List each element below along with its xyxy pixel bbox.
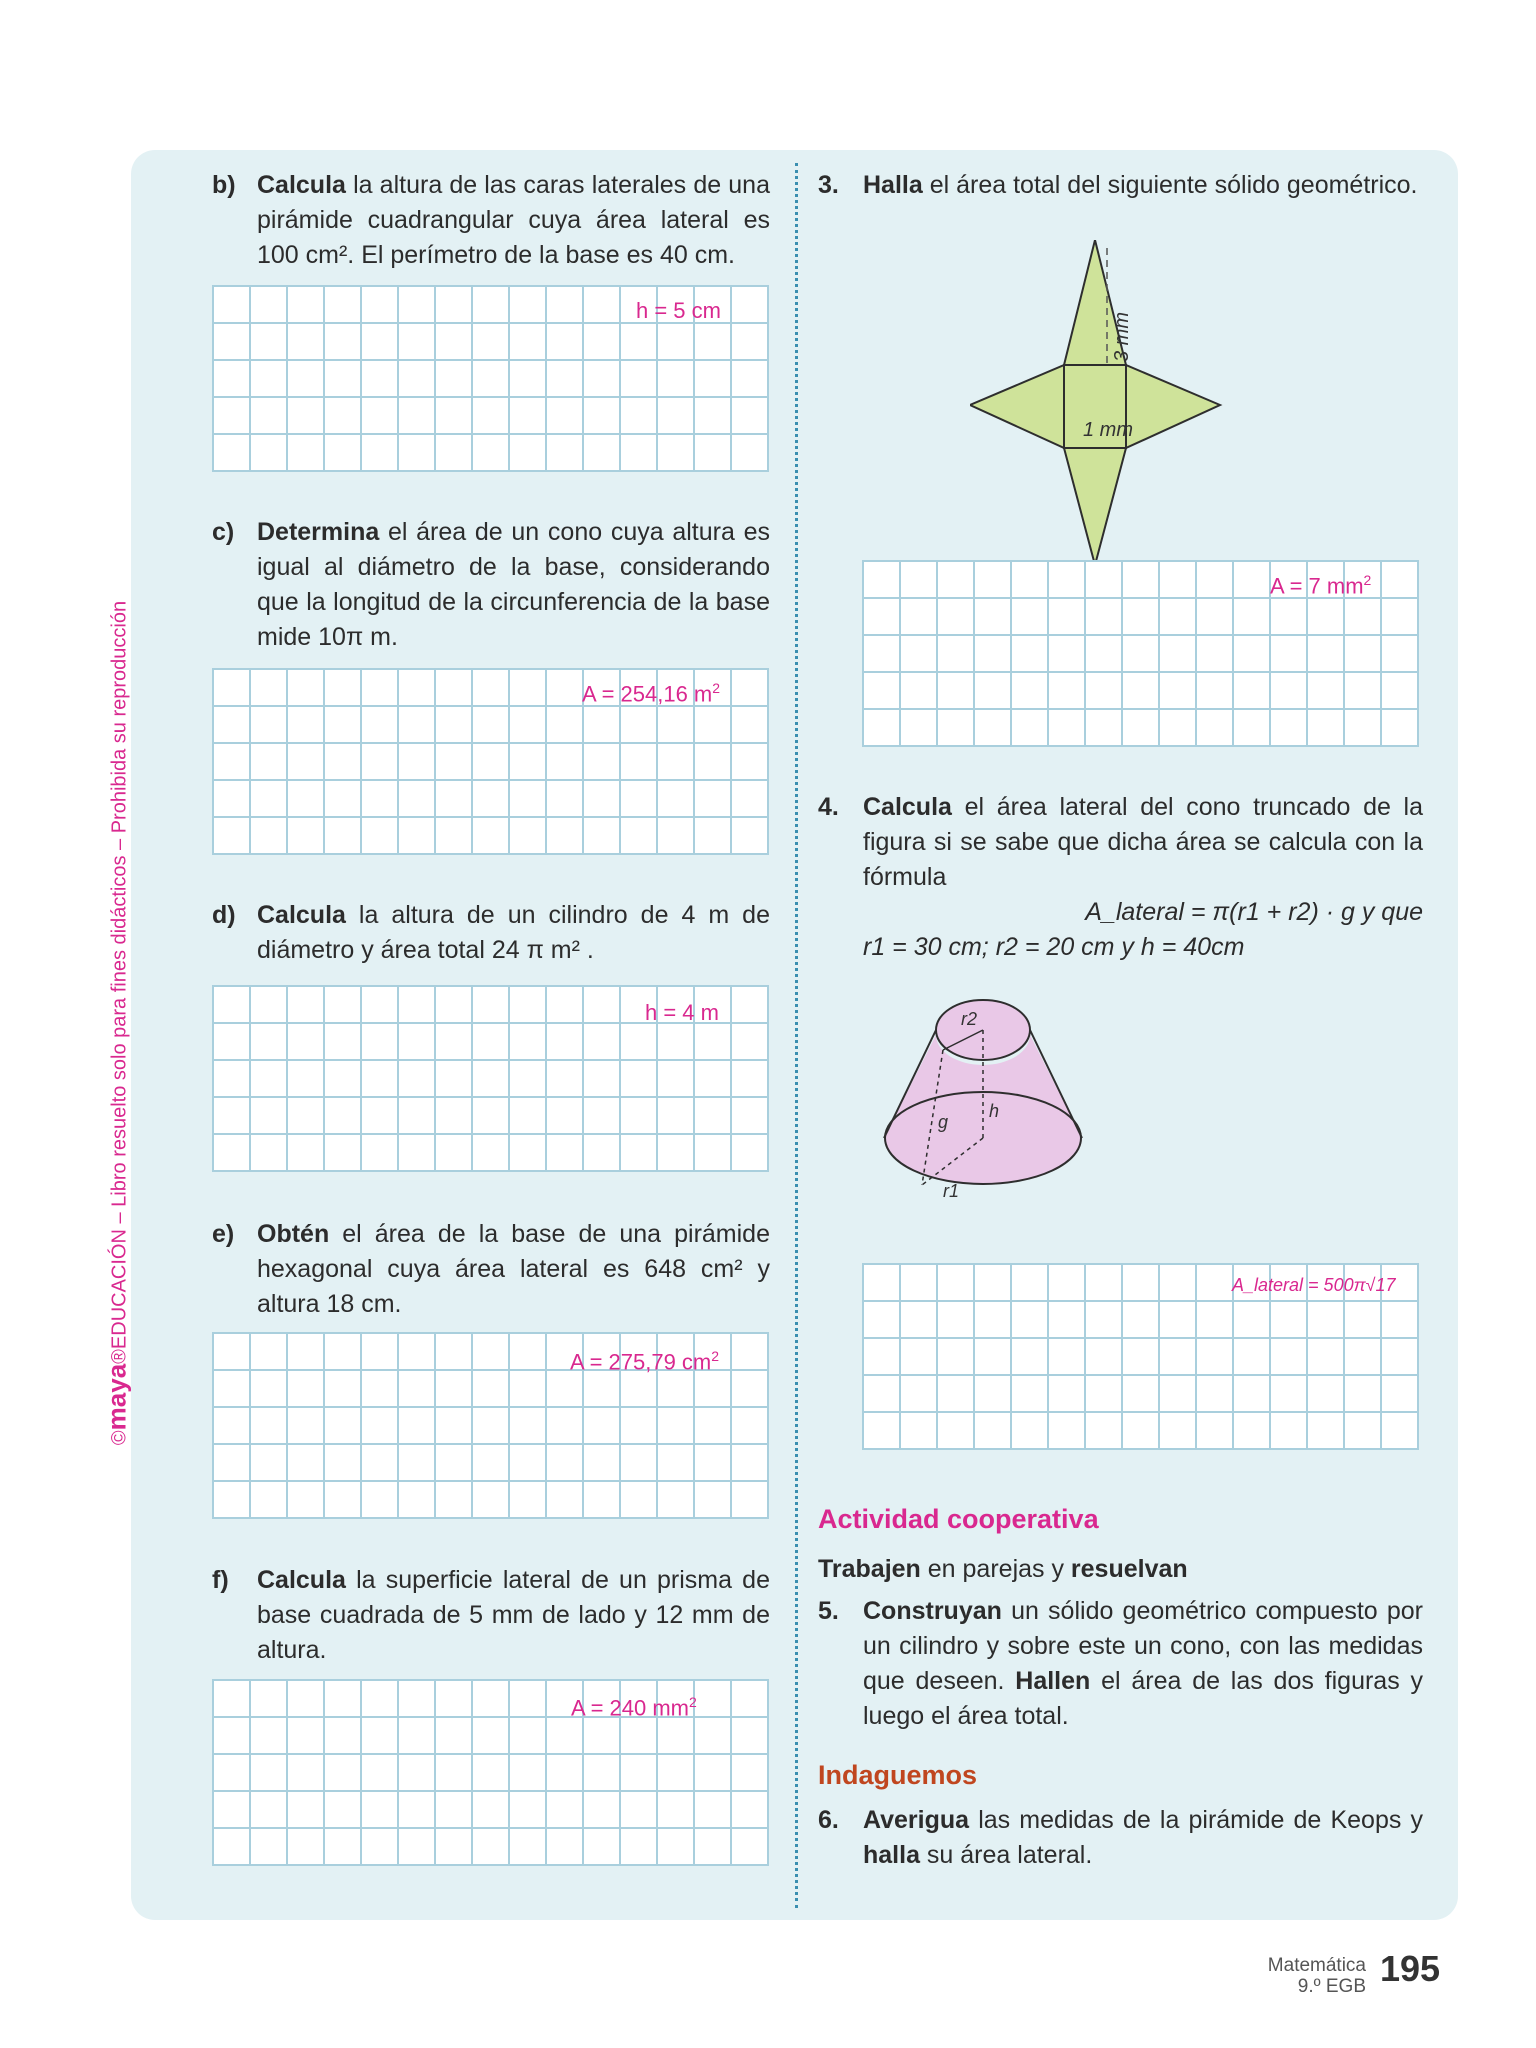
exercise-verb: Obtén <box>257 1220 330 1248</box>
exercise-text: la altura de las caras laterales de una pirámide cuadrangular cuya área lateral es 100 cm². El perímetro de la base es 40 cm. <box>257 171 770 269</box>
exercise-text: la superficie lateral de un prisma de base cuadrada de 5 mm de lado y 12 mm de altura. <box>257 1566 770 1664</box>
base-label: 1 mm <box>1083 419 1133 441</box>
exercise-label: 3. <box>818 171 839 199</box>
exercise-verb: Calcula <box>257 901 346 929</box>
subject-name: Matemática <box>1267 1955 1366 1976</box>
exercise-label: 4. <box>818 793 839 821</box>
given-values: r1 = 30 cm; r2 = 20 cm y h = 40cm <box>863 933 1245 961</box>
cooperative-heading: Actividad cooperativa <box>818 1504 1099 1534</box>
exercise-label: b) <box>212 171 236 199</box>
intro-bold: Trabajen <box>818 1555 921 1583</box>
exercise-text: un sólido geométrico compuesto por un cilindro y sobre este un cono, con las medidas que deseen. <box>863 1597 1423 1695</box>
page-number: 195 <box>1380 1948 1441 1989</box>
exercise-e <box>212 1217 770 1322</box>
exercise-verb: halla <box>863 1841 920 1869</box>
answer-main: A = 7 mm <box>1270 573 1364 599</box>
r1-label: r1 <box>943 1181 960 1201</box>
answer-main: A = 240 mm <box>571 1695 690 1721</box>
exercise-c <box>212 515 770 655</box>
indaguemos-heading: Indaguemos <box>818 1760 978 1790</box>
footer-subject <box>1268 1955 1366 1997</box>
height-label: 3 mm <box>1111 312 1133 362</box>
copyright-text: EDUCACIÓN – Libro resuelto solo para fines didácticos – Prohibida su reproducción <box>108 600 131 1350</box>
exercise-verb: Averigua <box>863 1806 970 1834</box>
grade-label: 9.º EGB <box>1297 1976 1366 1997</box>
exercise-4 <box>818 790 1423 965</box>
exercise-verb: Halla <box>863 171 923 199</box>
truncated-cone-figure <box>876 985 1156 1250</box>
exercise-verb: Calcula <box>257 1566 346 1594</box>
copyright-symbol: © <box>108 1430 131 1446</box>
r2-label: r2 <box>961 1009 978 1029</box>
exercise-verb: Construyan <box>863 1597 1002 1625</box>
column-divider <box>795 163 798 1908</box>
exercise-d <box>212 898 770 968</box>
exercise-text: el área lateral del cono truncado de la figura si se sabe que dicha área se calcula con la fórmula <box>863 793 1423 891</box>
exercise-5 <box>818 1594 1423 1734</box>
exercise-label: e) <box>212 1220 235 1248</box>
formula: A_lateral = π(r1 + r2) · g y que <box>1085 898 1423 926</box>
answer-e <box>570 1348 719 1375</box>
cooperative-intro <box>818 1552 1423 1587</box>
exercise-text: el área de un cono cuya altura es igual al diámetro de la base, considerando que la longitud de la circunferencia de la base mide 10π m. <box>257 518 770 651</box>
intro-text: en parejas y <box>920 1555 1071 1583</box>
g-label: g <box>938 1112 949 1132</box>
exercise-text: las medidas de la pirámide de Keops y <box>969 1806 1423 1834</box>
exercise-verb: Calcula <box>257 171 346 199</box>
exercise-f <box>212 1563 770 1668</box>
answer-d: h = 4 m <box>645 1000 719 1025</box>
exercise-b <box>212 168 770 273</box>
exercise-label: c) <box>212 518 235 546</box>
answer-3 <box>1270 572 1371 599</box>
answer-exponent: 2 <box>712 680 721 696</box>
answer-main: A = 254,16 m <box>582 681 713 707</box>
answer-exponent: 2 <box>711 1348 720 1364</box>
answer-main: A = 275,79 cm <box>570 1349 712 1375</box>
registered-mark: ® <box>108 1349 131 1364</box>
exercise-label: 6. <box>818 1806 839 1834</box>
exercise-text: el área de la base de una pirámide hexagonal cuya área lateral es 648 cm² y altura 18 cm. <box>257 1220 770 1318</box>
exercise-3 <box>818 168 1423 203</box>
exercise-label: d) <box>212 901 236 929</box>
exercise-text: el área de las dos figuras y luego el área total. <box>863 1667 1423 1730</box>
maya-logo: maya <box>101 1363 132 1431</box>
intro-bold: resuelvan <box>1070 1555 1188 1583</box>
pyramid-net <box>970 240 1220 565</box>
exercise-verb: Calcula <box>863 793 952 821</box>
exercise-label: 5. <box>818 1597 839 1625</box>
answer-exponent: 2 <box>689 1694 697 1710</box>
answer-f <box>571 1694 697 1721</box>
answer-b: h = 5 cm <box>636 298 721 323</box>
exercise-6 <box>818 1803 1423 1873</box>
exercise-label: f) <box>212 1566 229 1594</box>
answer-4: A_lateral = 500π√17 <box>1232 1275 1396 1295</box>
answer-c <box>582 680 720 707</box>
exercise-text: el área total del siguiente sólido geométrico. <box>922 171 1418 199</box>
exercise-text: la altura de un cilindro de 4 m de diámetro y área total 24 π m² . <box>257 901 770 964</box>
pyramid-net-figure <box>970 240 1310 570</box>
exercise-text: su área lateral. <box>919 1841 1093 1869</box>
answer-exponent: 2 <box>1363 572 1372 588</box>
exercise-verb: Determina <box>257 518 380 546</box>
exercise-verb: Hallen <box>1015 1667 1091 1695</box>
h-label: h <box>989 1101 1000 1121</box>
